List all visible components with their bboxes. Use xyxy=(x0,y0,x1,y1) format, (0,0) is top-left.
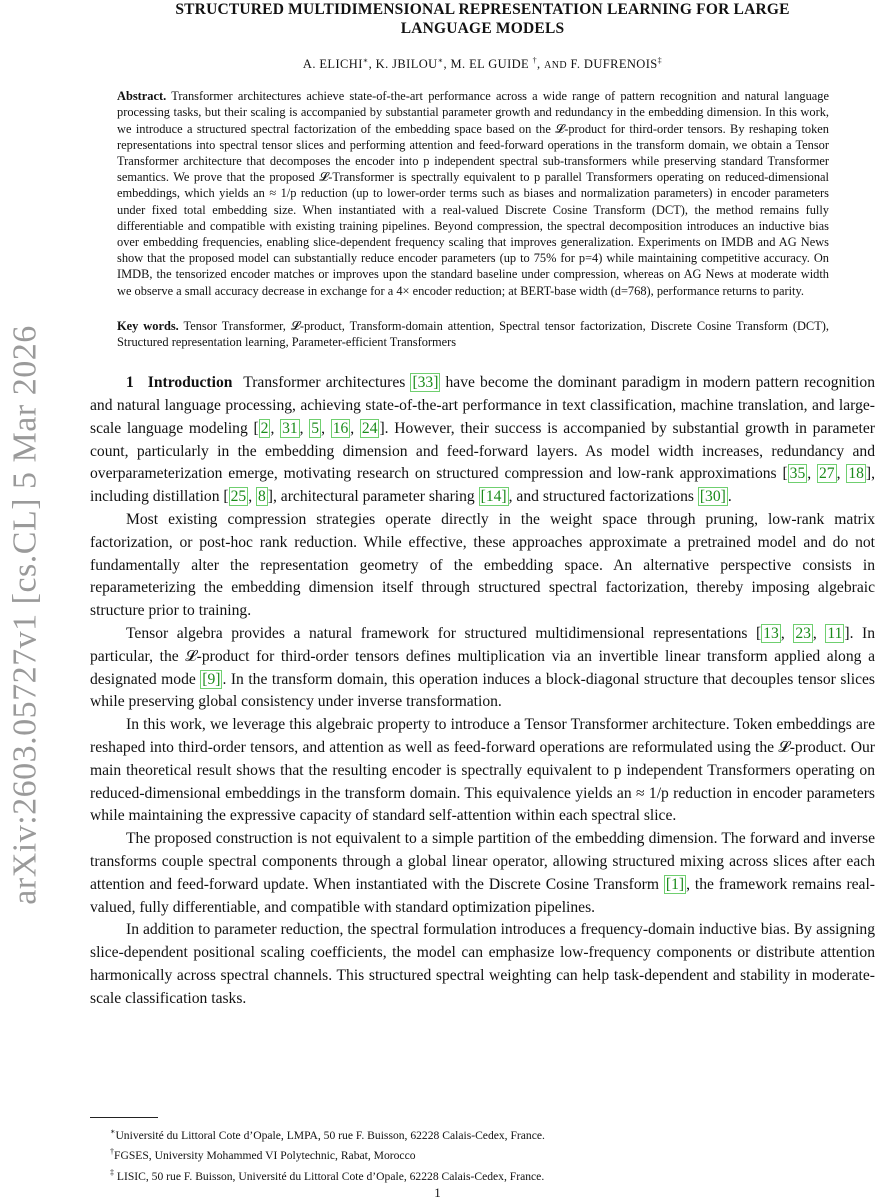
intro-paragraph-6: In addition to parameter reduction, the spectral formulation introduces a frequency-domain inductive bias. By assigning slice-dependent positional scaling coefficients, the model can emphasize low-frequency components or distribute attention harmonically across spectral channels. This structured spectral weighting can help task-dependent and stability in moderate-scale classification tasks. xyxy=(90,921,875,1007)
intro-paragraph-3: Tensor algebra provides a natural framework for structured multidimensional representations [ 13 , 23 , 11 ]. In particular, the 𝓛-product for third-order tensors defines multiplication via an invertible linear transform applied along a designated mode [9] . In the transform domain, this operation induces a block-diagonal structure that decouples tensor slices while preserving global consistency under inverse transformation. xyxy=(90,624,875,711)
intro-paragraph-1 xyxy=(90,372,875,509)
section-title: Introduction xyxy=(147,374,233,392)
citation-link[interactable]: 8 xyxy=(258,488,266,506)
keywords xyxy=(117,318,829,350)
citation-link[interactable]: 11 xyxy=(827,624,843,642)
citation-link[interactable]: 31 xyxy=(282,419,298,437)
author-4-mark: ‡ xyxy=(657,56,663,65)
title-line-1: STRUCTURED MULTIDIMENSIONAL REPRESENTATION LEARNING FOR LARGE xyxy=(175,1,790,18)
footnote-3-text: LISIC, 50 rue F. Buisson, Université du Littoral Cote d’Opale, 62228 Calais-Cedex, France. xyxy=(114,1169,545,1183)
citation-link[interactable]: 35 xyxy=(789,465,806,483)
intro-p1-body: Transformer architectures [33] have become the dominant paradigm in modern pattern recognition and natural language processing, achieving state-of-the-art performance in text classification, machine translation, and large-scale language modeling [ 2 , 31 , 5 , 16 , 24 ]. However, their success is accompanied by substantial growth in parameter count, particularly in the embedding dimension and feed-forward layers. As model width increases, redundancy and overparameterization emerge, motivating research on structured compression and low-rank approximations [ 35 , 27 , 18 ], including distillation [ 25 , 8 ], architectural parameter sharing [14] , and structured factorizations [30] . xyxy=(90,374,875,506)
citation-link[interactable]: [33] xyxy=(412,374,439,392)
intro-paragraph-5: The proposed construction is not equivalent to a simple partition of the embedding dimension. The forward and inverse transforms couple spectral components through a global linear operator, allowing structured mixing across slices after each attention and feed-forward update. When instantiated with the Discrete Cosine Transform [1] , the framework remains real-valued, fully differentiable, and compatible with standard optimization pipelines. xyxy=(90,830,875,916)
citation-link[interactable]: 24 xyxy=(361,419,378,437)
page-number: 1 xyxy=(434,1185,441,1200)
footnote-3-mark: ‡ xyxy=(110,1167,114,1177)
footnote-2 xyxy=(110,1144,790,1164)
footnote-1-mark: ∗ xyxy=(110,1127,116,1136)
intro-paragraph-4: In this work, we leverage this algebraic property to introduce a Tensor Transformer architecture. Token embeddings are reshaped into third-order tensors, and attention as well as feed-forward operations are reformulated using the 𝓛-product. Our main theoretical result shows that the resulting encoder is spectrally equivalent to p independent Transformers operating on reduced-dimensional embeddings in the transform domain. This equivalence yields an ≈ 1/p reduction in encoder parameters while maintaining the expressive capacity of standard self-attention within each spectral slice. xyxy=(90,716,875,825)
arxiv-id-text: arXiv:2603.05727v1 [cs.CL] 5 Mar 2026 xyxy=(7,325,45,905)
footnote-1 xyxy=(110,1124,790,1144)
citation-link[interactable]: 16 xyxy=(332,419,349,437)
author-2-mark: ∗ xyxy=(437,56,444,65)
author-3: M. EL GUIDE xyxy=(450,57,530,72)
footnote-2-text: FGSES, University Mohammed VI Polytechnic, Rabat, Morocco xyxy=(114,1149,416,1163)
abstract-label: Abstract. xyxy=(117,89,167,104)
footnote-3 xyxy=(110,1165,790,1185)
keywords-text: Tensor Transformer, 𝓛-product, Transform-domain attention, Spectral tensor factorization, Discrete Cosine Transform (DCT), Structured representation learning, Parameter-efficient Transformers xyxy=(117,318,829,349)
abstract-text: Transformer architectures achieve state-of-the-art performance across a wide range of pattern recognition and natural language processing tasks, but their scaling is accompanied by substantial parameter growth and redundancy in the embedding dimension. In this work, we introduce a structured spectral factorization of the embedding space based on the 𝓛-product for third-order tensors. By reshaping token representations into spectral tensor slices and performing attention and feed-forward operations in the transform domain, we obtain a Tensor Transformer architecture that decomposes the encoder into p independent spectral sub-transformers while preserving standard Transformer semantics. We prove that the proposed 𝓛-Transformer is spectrally equivalent to p parallel Transformers operating on reduced-dimensional embeddings, which yields an ≈ 1/p reduction (up to lower-order terms such as biases and normalization parameters) in encoder parameters under fixed total embedding size. When instantiated with a real-valued Discrete Cosine Transform (DCT), the method remains fully differentiable and compatible with existing training pipelines. Beyond compression, the spectral decomposition introduces an inductive bias over embedding frequencies, enabling slice-dependent frequency scaling that improves generalization. Experiments on IMDB and AG News show that the proposed model can substantially reduce encoder parameters (up to 75% for p=4) while maintaining competitive accuracy. On IMDB, the tensorized encoder matches or improves upon the standard baseline under compression, whereas on AG News at moderate width we observe a small accuracy decrease in exchange for a 4× encoder reduction; at BERT-base width (d=768), performance returns to parity. xyxy=(117,89,829,298)
introduction-section xyxy=(90,372,875,1010)
footnotes xyxy=(90,1117,790,1185)
author-3-mark: † xyxy=(532,56,538,65)
footnote-rule xyxy=(90,1117,158,1118)
and-word: AND xyxy=(544,60,567,72)
citation-link[interactable]: [14] xyxy=(480,488,507,506)
citation-link[interactable]: [9] xyxy=(202,670,221,688)
arxiv-identifier-sidebar xyxy=(0,280,54,950)
section-number: 1 xyxy=(126,374,134,392)
author-1: A. ELICHI xyxy=(302,57,363,72)
citation-link[interactable]: [30] xyxy=(699,488,726,506)
title-line-2: LANGUAGE MODELS xyxy=(400,20,565,37)
paper-title xyxy=(90,0,875,38)
author-4: F. DUFRENOIS xyxy=(570,57,658,72)
citation-link[interactable]: 5 xyxy=(311,419,320,437)
intro-paragraph-2: Most existing compression strategies operate directly in the weight space through pruning, low-rank matrix factorization, or post-hoc rank reduction. While effective, these approaches approximate a pretrained model and do not fundamentally alter the representation geometry of the embedding space. An alternative perspective consists in reparameterizing the embedding dimension itself through structured spectral factorization, thereby imposing algebraic structure prior to training. xyxy=(90,510,875,620)
author-1-mark: ∗ xyxy=(362,56,369,65)
paper-page xyxy=(90,0,875,1011)
footnote-2-mark: † xyxy=(110,1147,114,1157)
author-2: K. JBILOU xyxy=(375,57,438,72)
citation-link[interactable]: 18 xyxy=(848,465,864,483)
citation-link[interactable]: 13 xyxy=(763,624,779,642)
abstract xyxy=(117,88,829,299)
author-list: A. ELICHI∗, K. JBILOU∗, M. EL GUIDE †, AND F. DUFRENOIS‡ xyxy=(302,56,663,72)
citation-link[interactable]: [1] xyxy=(665,875,685,893)
citation-link[interactable]: 25 xyxy=(230,488,247,506)
citation-link[interactable]: 23 xyxy=(795,624,811,642)
citation-link[interactable]: 2 xyxy=(260,419,269,437)
footnote-1-text: Université du Littoral Cote d’Opale, LMPA, 50 rue F. Buisson, 62228 Calais-Cedex, France. xyxy=(115,1128,545,1142)
citation-link[interactable]: 27 xyxy=(818,465,835,483)
keywords-label: Key words. xyxy=(117,318,179,333)
